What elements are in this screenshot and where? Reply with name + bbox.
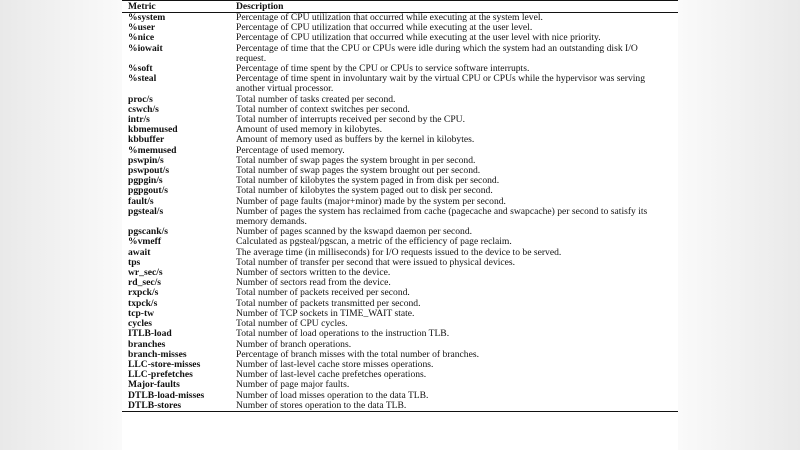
- metric-description: Total number of context switches per second.: [236, 103, 410, 115]
- metric-description: Percentage of time spent by the CPU or CPUs to service software interrupts.: [236, 63, 530, 75]
- table-header-row: [122, 1, 678, 13]
- metric-description: Number of pages the system has reclaimed from cache (pagecache and swapcache) per second to satisfy its memory demands.: [236, 205, 648, 228]
- metric-description: Number of stores operation to the data TLB.: [230, 401, 678, 412]
- metric-description: Percentage of time spent in involuntary wait by the virtual CPU or CPUs while the hypervisor was serving another virtual processor.: [236, 73, 645, 95]
- metric-name: pgsteal/s: [128, 205, 164, 217]
- metric-name: pgscank/s: [128, 226, 168, 238]
- metric-description: Percentage of branch misses with the total number of branches.: [236, 348, 479, 360]
- table-row: [122, 44, 678, 64]
- table-row: [122, 135, 678, 145]
- metric-name: %iowait: [128, 42, 163, 54]
- metric-name: %nice: [128, 32, 155, 44]
- metric-description: Percentage of used memory.: [236, 144, 345, 156]
- table-row: [122, 258, 678, 268]
- metric-name: %vmeff: [128, 236, 162, 248]
- metric-name: %user: [128, 22, 156, 34]
- table-body: [122, 13, 678, 412]
- metric-description: Number of last-level cache prefetches operations.: [236, 369, 427, 381]
- metric-name: pswpout/s: [128, 165, 170, 177]
- metric-name: pgpgin/s: [128, 175, 163, 187]
- table-row: [122, 329, 678, 339]
- metric-name: branch-misses: [128, 348, 187, 360]
- metric-name: pswpin/s: [128, 154, 164, 166]
- metric-name: %system: [128, 12, 166, 23]
- metric-name: LLC-store-misses: [128, 358, 201, 370]
- metric-name: await: [128, 246, 151, 258]
- metric-name: kbmemused: [128, 124, 178, 136]
- metric-name: cswch/s: [128, 103, 159, 115]
- table-row: [122, 309, 678, 319]
- metric-name: proc/s: [128, 93, 153, 105]
- metric-name: %soft: [128, 63, 153, 75]
- metric-description: Number of load misses operation to the data TLB.: [236, 389, 429, 401]
- right-margin: [678, 0, 800, 450]
- description-column-header: Description: [230, 1, 678, 13]
- metric-name: kbbuffer: [128, 134, 165, 146]
- table-row: [122, 115, 678, 125]
- metrics-table: [122, 0, 678, 412]
- metric-name: tcp-tw: [128, 307, 155, 319]
- metric-name: branches: [128, 338, 166, 350]
- metric-name: intr/s: [128, 114, 150, 126]
- metric-description: Total number of swap pages the system brought in per second.: [236, 154, 476, 166]
- metric-description: Amount of used memory in kilobytes.: [236, 124, 383, 136]
- metric-description: Total number of CPU cycles.: [236, 318, 348, 330]
- metric-description: Calculated as pgsteal/pgscan, a metric of the efficiency of page reclaim.: [236, 236, 512, 248]
- metric-description: Number of sectors read from the device.: [236, 277, 391, 289]
- metric-description: Number of last-level cache store misses operations.: [236, 358, 434, 370]
- table-row: [122, 74, 678, 94]
- table-row: [122, 370, 678, 380]
- metric-description: Number of branch operations.: [236, 338, 352, 350]
- metric-name: wr_sec/s: [128, 267, 163, 279]
- table-row: [122, 207, 678, 227]
- metric-description: Percentage of CPU utilization that occurred while executing at the user level with nice priority.: [236, 32, 601, 44]
- metric-description: Total number of transfer per second that were issued to physical devices.: [236, 256, 516, 268]
- metric-column-header: Metric: [122, 1, 230, 13]
- metric-description: Total number of packets received per second.: [236, 287, 410, 299]
- metric-description: Number of sectors written to the device.: [236, 267, 391, 279]
- metric-name: rd_sec/s: [128, 277, 162, 289]
- table-row: [122, 380, 678, 390]
- table-row: [122, 401, 678, 412]
- metric-name: DTLB-load-misses: [128, 389, 205, 401]
- metric-name: LLC-prefetches: [128, 369, 193, 381]
- metric-name: %steal: [128, 73, 157, 85]
- metric-description: Percentage of time that the CPU or CPUs were idle during which the system had an outstanding disk I/O request.: [236, 42, 638, 64]
- metric-name: pgpgout/s: [128, 185, 168, 197]
- metric-description: Total number of swap pages the system brought out per second.: [236, 165, 481, 177]
- metric-description: Total number of tasks created per second.: [236, 93, 396, 105]
- metric-name: txpck/s: [128, 297, 158, 309]
- metric-description: Amount of memory used as buffers by the kernel in kilobytes.: [236, 134, 475, 146]
- metric-description: Number of page major faults.: [236, 379, 350, 391]
- metric-description: The average time (in milliseconds) for I/O requests issued to the device to be served.: [236, 246, 562, 258]
- metric-description: Total number of kilobytes the system paged in from disk per second.: [236, 175, 500, 187]
- metric-description: Percentage of CPU utilization that occurred while executing at the system level.: [236, 12, 543, 23]
- metric-description: Number of pages scanned by the kswapd daemon per second.: [236, 226, 473, 238]
- paper-page: [122, 0, 678, 450]
- metric-description: Total number of packets transmitted per second.: [236, 297, 421, 309]
- metric-name: fault/s: [128, 195, 154, 207]
- metric-name: %memused: [128, 144, 177, 156]
- metric-name: tps: [128, 256, 141, 268]
- metric-description: Number of page faults (major+minor) made by the system per second.: [236, 195, 506, 207]
- metric-name: DTLB-stores: [122, 401, 230, 412]
- metric-name: rxpck/s: [128, 287, 159, 299]
- metric-name: cycles: [128, 318, 152, 330]
- metric-description: Total number of interrupts received per second by the CPU.: [236, 114, 465, 126]
- metric-description: Percentage of CPU utilization that occurred while executing at the user level.: [236, 22, 533, 34]
- metric-name: ITLB-load: [128, 328, 172, 340]
- metric-description: Number of TCP sockets in TIME_WAIT state.: [236, 307, 415, 319]
- table-row: [122, 268, 678, 278]
- left-margin: [0, 0, 122, 450]
- metric-name: Major-faults: [128, 379, 180, 391]
- metric-description: Total number of load operations to the instruction TLB.: [236, 328, 450, 340]
- metric-description: Total number of kilobytes the system paged out to disk per second.: [236, 185, 493, 197]
